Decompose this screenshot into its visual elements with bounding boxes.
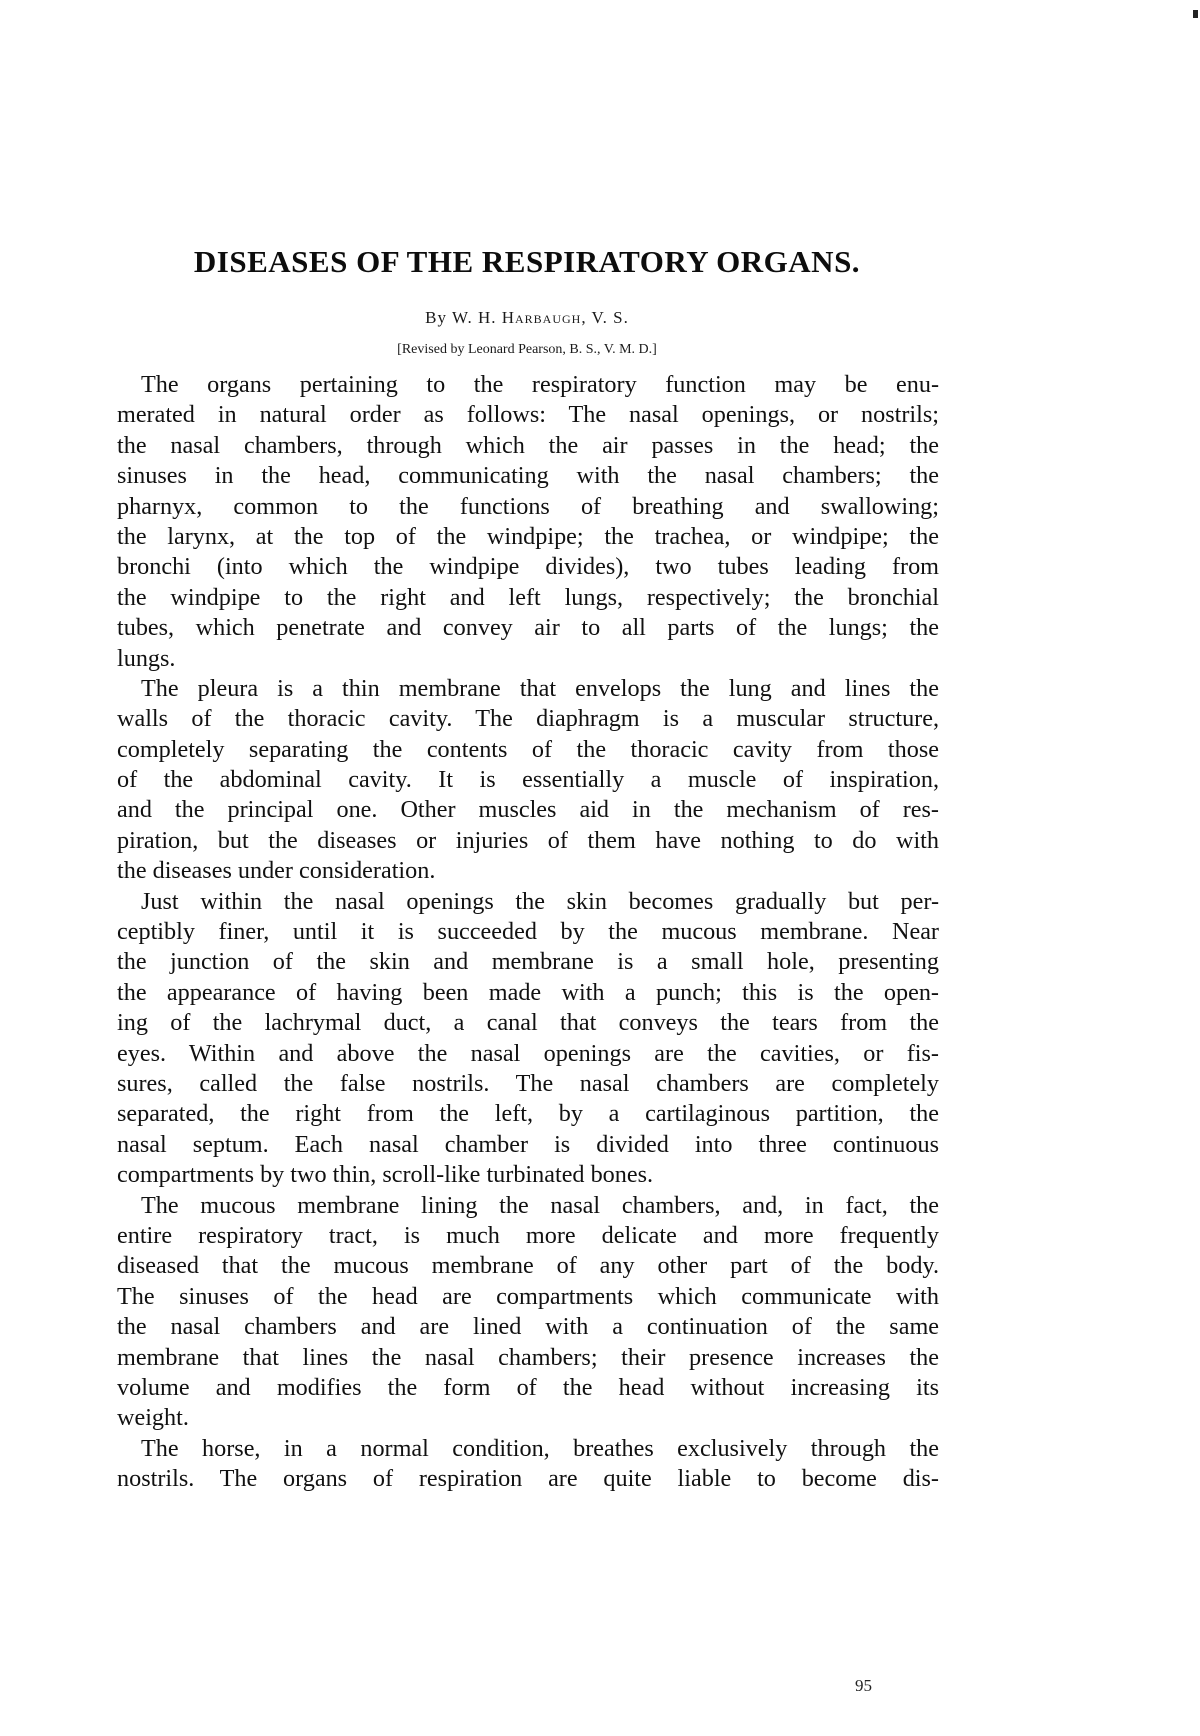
text-line: the nasal chambers and are lined with a continuation of the same: [117, 1313, 939, 1341]
text-line: the diseases under consideration.: [117, 857, 436, 885]
byline-prefix: By W. H.: [425, 308, 502, 327]
text-line: merated in natural order as follows: The nasal openings, or nostrils;: [117, 401, 939, 429]
text-line: walls of the thoracic cavity. The diaphragm is a muscular structure,: [117, 705, 939, 733]
author-byline: [0, 308, 1054, 328]
text-line: The organs pertaining to the respiratory function may be enu-: [141, 371, 939, 398]
text-line: The horse, in a normal condition, breathes exclusively through the: [141, 1434, 939, 1462]
paragraph-4: [117, 1191, 939, 1434]
text-line: entire respiratory tract, is much more delicate and more frequently: [117, 1221, 939, 1249]
text-line: weight.: [117, 1404, 189, 1432]
text-line: Just within the nasal openings the skin becomes gradually but per-: [141, 887, 939, 915]
text-line: The pleura is a thin membrane that envelops the lung and lines the: [141, 674, 939, 702]
text-line: the windpipe to the right and left lungs, respectively; the bronchial: [117, 583, 939, 611]
byline-suffix: , V. S.: [581, 308, 629, 327]
text-line: tubes, which penetrate and convey air to all parts of the lungs; the: [117, 614, 939, 642]
text-line: nostrils. The organs of respiration are quite liable to become dis-: [117, 1465, 939, 1493]
revision-note: [Revised by Leonard Pearson, B. S., V. M. D.]: [397, 342, 657, 357]
text-line: and the principal one. Other muscles aid in the mechanism of res-: [117, 796, 939, 824]
paragraph-3: [117, 887, 939, 1191]
chapter-title: DISEASES OF THE RESPIRATORY ORGANS.: [193, 244, 861, 279]
text-line: diseased that the mucous membrane of any other part of the body.: [117, 1252, 939, 1280]
body-text: [117, 370, 939, 1494]
text-line: volume and modifies the form of the head without increasing its: [117, 1373, 939, 1401]
paragraph-5: [117, 1434, 939, 1495]
text-line: pharnyx, common to the functions of breathing and swallowing;: [117, 492, 939, 520]
text-line: separated, the right from the left, by a cartilaginous partition, the: [117, 1100, 939, 1128]
text-line: lungs.: [117, 644, 176, 672]
page-number: 95: [855, 1676, 872, 1695]
text-line: the larynx, at the top of the windpipe; the trachea, or windpipe; the: [117, 522, 939, 550]
text-line: compartments by two thin, scroll-like turbinated bones.: [117, 1161, 654, 1189]
text-line: the nasal chambers, through which the air passes in the head; the: [117, 431, 939, 459]
text-line: membrane that lines the nasal chambers; their presence increases the: [117, 1343, 939, 1371]
text-line: sinuses in the head, communicating with the nasal chambers; the: [117, 462, 939, 490]
scan-artifact: [1193, 10, 1198, 18]
text-line: ceptibly finer, until it is succeeded by the mucous membrane. Near: [117, 918, 939, 946]
text-line: ing of the lachrymal duct, a canal that conveys the tears from the: [117, 1009, 939, 1037]
text-line: The sinuses of the head are compartments which communicate with: [117, 1282, 939, 1310]
paragraph-2: [117, 674, 939, 887]
text-line: nasal septum. Each nasal chamber is divided into three continuous: [117, 1130, 939, 1158]
text-line: the appearance of having been made with a punch; this is the open-: [117, 978, 939, 1006]
author-name: Harbaugh: [501, 308, 582, 327]
paragraph-1: [117, 370, 939, 674]
text-line: bronchi (into which the windpipe divides), two tubes leading from: [117, 553, 939, 581]
text-line: eyes. Within and above the nasal openings are the cavities, or fis-: [117, 1039, 939, 1067]
text-line: piration, but the diseases or injuries of them have nothing to do with: [117, 826, 939, 854]
text-line: completely separating the contents of the thoracic cavity from those: [117, 735, 939, 763]
text-line: of the abdominal cavity. It is essentially a muscle of inspiration,: [117, 766, 939, 794]
text-line: sures, called the false nostrils. The nasal chambers are completely: [117, 1069, 939, 1097]
text-line: the junction of the skin and membrane is a small hole, presenting: [117, 948, 939, 976]
text-line: The mucous membrane lining the nasal chambers, and, in fact, the: [141, 1191, 939, 1219]
